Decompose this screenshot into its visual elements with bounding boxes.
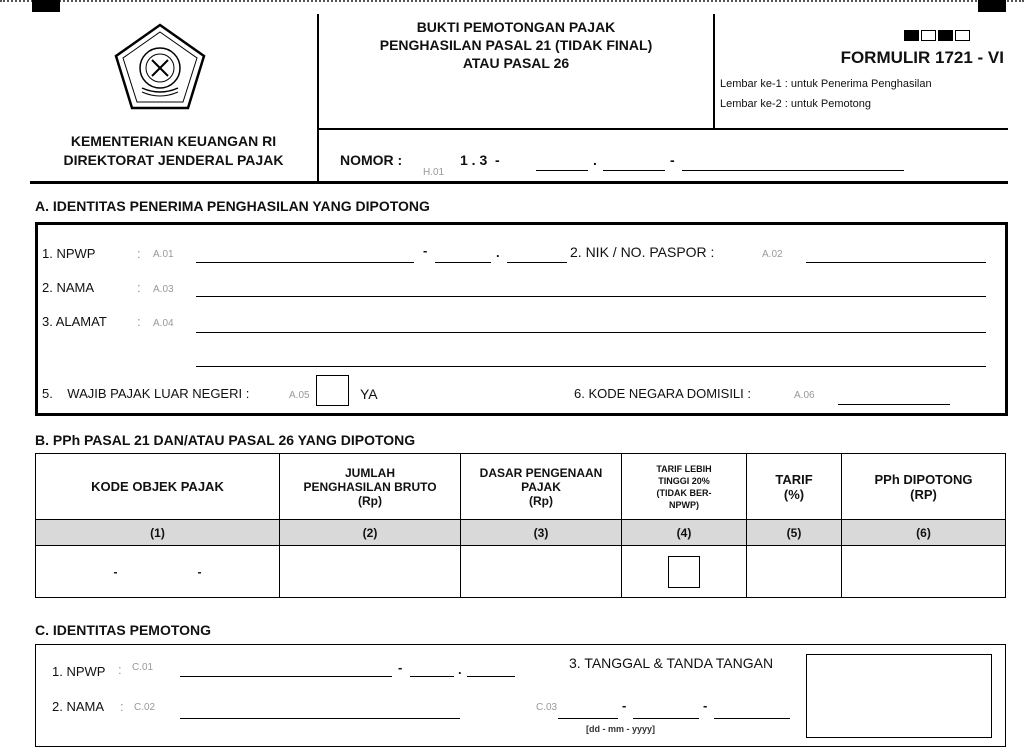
npwp-c-field-2[interactable] — [410, 660, 454, 677]
nomor-field-1[interactable] — [536, 154, 588, 171]
ministry-line-1: KEMENTERIAN KEUANGAN RI — [70, 133, 277, 149]
num-6: (6) — [842, 520, 1006, 546]
nomor-field-3[interactable] — [682, 154, 904, 171]
tarif-lebih-cell — [622, 546, 747, 598]
date-year-field[interactable] — [714, 702, 790, 719]
ya-label: YA — [360, 386, 378, 402]
kode-negara-code: A.06 — [794, 390, 815, 401]
num-2: (2) — [280, 520, 461, 546]
nama-c-code: C.02 — [134, 702, 156, 713]
nik-label: 2. NIK / NO. PASPOR : — [570, 244, 715, 260]
date-format-hint: [dd - mm - yyyy] — [586, 724, 656, 734]
pph-field[interactable] — [842, 546, 1006, 598]
npwp-a-field-3[interactable] — [507, 246, 567, 263]
npwp-a-field-1[interactable] — [196, 246, 414, 263]
nik-field[interactable] — [806, 246, 986, 263]
table-entry-row — [36, 546, 1006, 598]
npwp-a-code: A.01 — [153, 249, 174, 260]
nomor-prefix: 1 . 3 - — [460, 152, 500, 168]
npwp-c-field-1[interactable] — [180, 660, 392, 677]
kode-negara-label: 6. KODE NEGARA DOMISILI : — [574, 386, 751, 401]
corner-marker-right — [978, 0, 1006, 12]
form-squares — [902, 28, 970, 46]
top-border — [0, 0, 1024, 2]
form-code: FORMULIR 1721 - VI — [840, 48, 1004, 67]
ministry-line-2: DIREKTORAT JENDERAL PAJAK — [63, 152, 284, 168]
table-header-row — [36, 454, 1006, 520]
npwp-a-field-2[interactable] — [435, 246, 491, 263]
alamat-field-2[interactable] — [196, 350, 986, 367]
kode-objek-field[interactable]: - - — [36, 546, 280, 598]
ministry-name — [30, 132, 317, 170]
corner-marker-left — [32, 0, 60, 12]
nik-code: A.02 — [762, 249, 783, 260]
title-line-3: ATAU PASAL 26 — [462, 55, 570, 71]
title-line-2: PENGHASILAN PASAL 21 (TIDAK FINAL) — [379, 37, 653, 53]
nomor-field-2[interactable] — [603, 154, 665, 171]
kode-negara-field[interactable] — [838, 388, 950, 405]
npwp-c-label: 1. NPWP — [52, 664, 106, 679]
section-a-title: A. IDENTITAS PENERIMA PENGHASILAN YANG DIPOTONG — [35, 198, 430, 214]
nomor-code: H.01 — [423, 167, 445, 178]
sheet-2-note: Lembar ke-2 : untuk Pemotong — [720, 98, 872, 110]
form-header: KEMENTERIAN KEUANGAN RI DIREKTORAT JENDERAL PAJAK BUKTI PEMOTONGAN PAJAK PENGHASILAN PASAL 21 (TIDAK FINAL) ATAU PASAL 26 FORMULIR 1721 - VI Lembar ke-1 : untuk Penerima Penghasilan Lembar ke-2 : untuk Pemotong NOMOR : H.01 1 . 3 - . - — [30, 14, 1008, 184]
signature-box[interactable] — [806, 654, 992, 738]
num-3: (3) — [461, 520, 622, 546]
col-tarif-lebih: TARIF LEBIH TINGGI 20% (TIDAK BER- NPWP) — [622, 454, 747, 520]
col-tarif: TARIF (%) — [747, 454, 842, 520]
col-kode-objek: KODE OBJEK PAJAK — [36, 454, 280, 520]
nama-a-field[interactable] — [196, 280, 986, 297]
title-line-1: BUKTI PEMOTONGAN PAJAK — [416, 19, 616, 35]
wp-luar-negeri-code: A.05 — [289, 390, 310, 401]
date-code: C.03 — [536, 702, 558, 713]
date-day-field[interactable] — [558, 702, 618, 719]
nama-a-code: A.03 — [153, 284, 174, 295]
nama-c-label: 2. NAMA — [52, 699, 105, 714]
tarif-lebih-checkbox[interactable] — [668, 556, 700, 588]
alamat-label: 3. ALAMAT — [42, 314, 107, 329]
col-dasar-pengenaan: DASAR PENGENAAN PAJAK (Rp) — [461, 454, 622, 520]
tax-table — [35, 453, 1006, 598]
table-number-row — [36, 520, 1006, 546]
npwp-c-code: C.01 — [132, 662, 154, 673]
npwp-a-label: 1. NPWP — [42, 246, 96, 261]
npwp-c-field-3[interactable] — [467, 660, 515, 677]
col-pph-dipotong: PPh DIPOTONG (RP) — [842, 454, 1006, 520]
col-jumlah-bruto: JUMLAH PENGHASILAN BRUTO (Rp) — [280, 454, 461, 520]
ministry-emblem-icon — [112, 22, 208, 112]
dasar-field[interactable] — [461, 546, 622, 598]
num-5: (5) — [747, 520, 842, 546]
alamat-code: A.04 — [153, 318, 174, 329]
nama-a-label: 2. NAMA — [42, 280, 95, 295]
nama-c-field[interactable] — [180, 702, 460, 719]
section-b-title: B. PPh PASAL 21 DAN/ATAU PASAL 26 YANG DIPOTONG — [35, 432, 416, 448]
wp-luar-negeri-label: 5. WAJIB PAJAK LUAR NEGERI : — [42, 386, 250, 401]
form-title — [320, 18, 712, 72]
num-4: (4) — [622, 520, 747, 546]
bruto-field[interactable] — [280, 546, 461, 598]
ttd-label: 3. TANGGAL & TANDA TANGAN — [569, 655, 774, 671]
wp-luar-negeri-checkbox[interactable] — [316, 375, 349, 406]
section-c-title: C. IDENTITAS PEMOTONG — [35, 622, 212, 638]
date-month-field[interactable] — [633, 702, 699, 719]
alamat-field-1[interactable] — [196, 316, 986, 333]
num-1: (1) — [36, 520, 280, 546]
tarif-field[interactable] — [747, 546, 842, 598]
sheet-1-note: Lembar ke-1 : untuk Penerima Penghasilan — [720, 78, 932, 90]
nomor-label: NOMOR : — [340, 152, 403, 168]
